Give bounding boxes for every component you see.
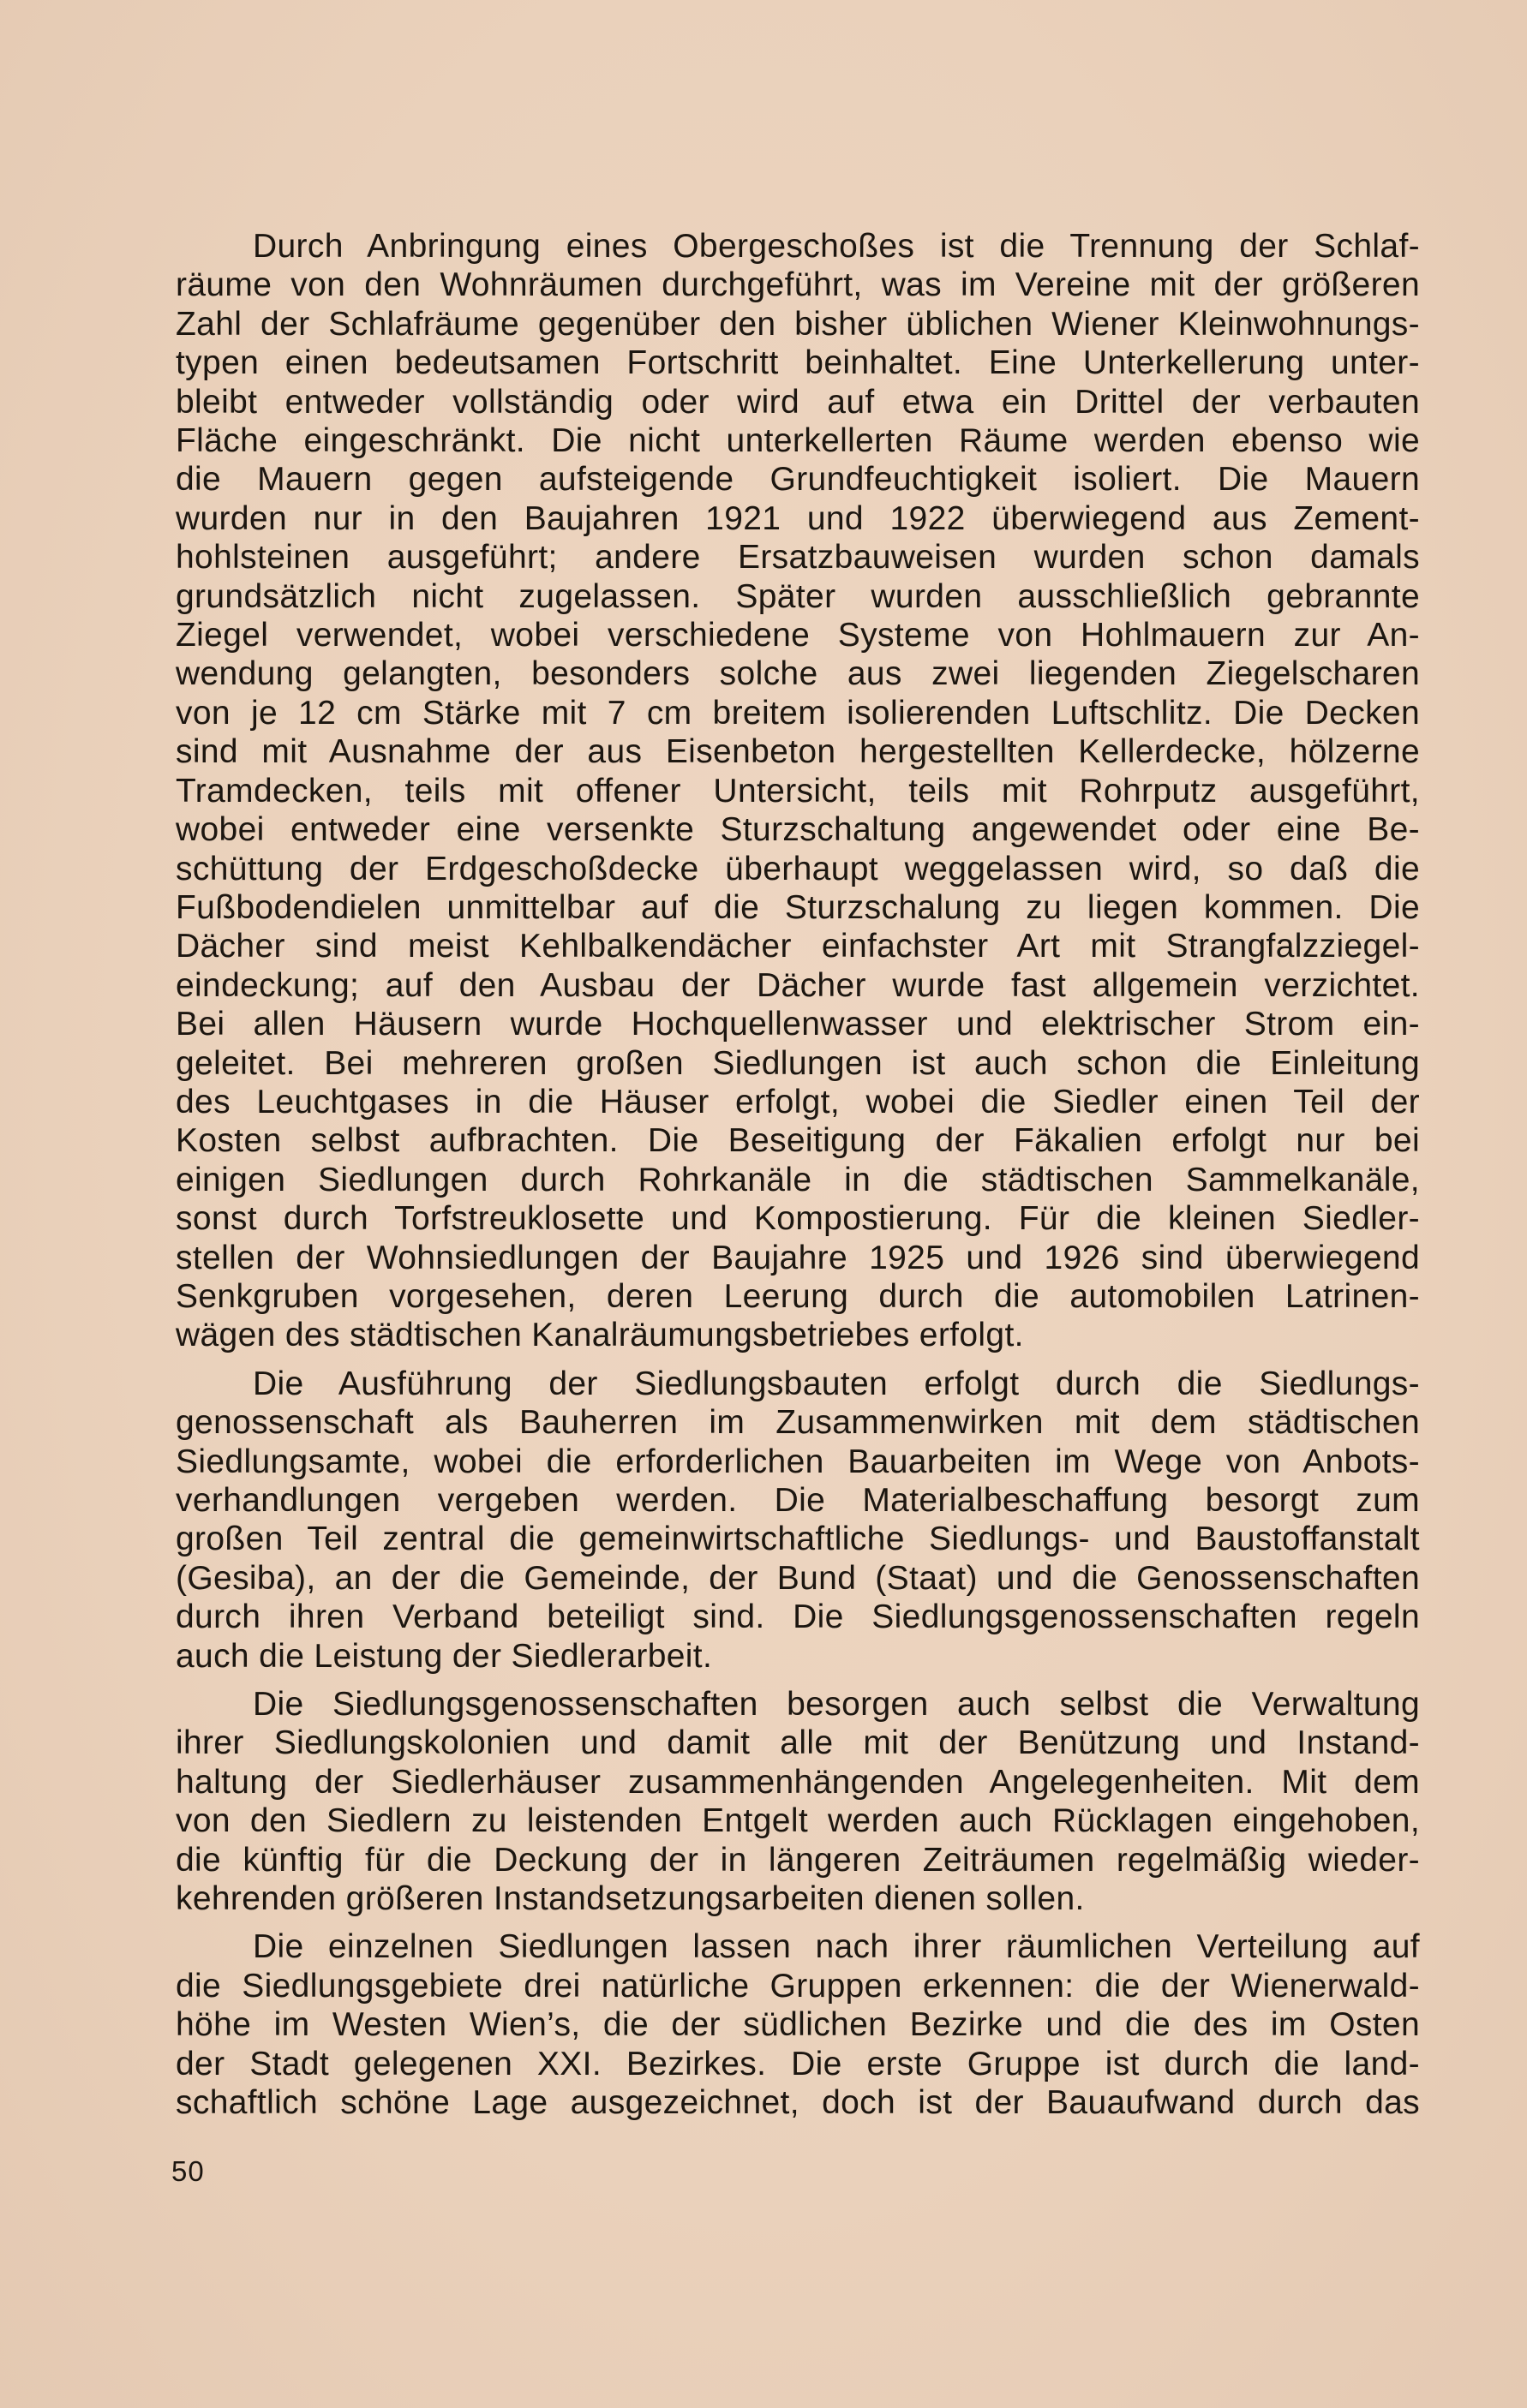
body-text [176,227,1420,2123]
text-line: stellen der Wohnsiedlungen der Baujahre 1925 und 1926 sind überwiegend [176,1239,1420,1276]
text-line: geleitet. Bei mehreren großen Siedlungen ist auch schon die Einleitung [176,1044,1420,1082]
text-line: typen einen bedeutsamen Fortschritt beinhaltet. Eine Unterkellerung unter- [176,344,1420,382]
text-line: die Mauern gegen aufsteigende Grundfeuchtigkeit isoliert. Die Mauern [176,461,1420,499]
text-line: Die Siedlungsgenossenschaften besorgen auch selbst die Verwaltung [253,1686,1420,1724]
text-line: Kosten selbst aufbrachten. Die Beseitigung der Fäkalien erfolgt nur bei [176,1122,1420,1160]
text-line: der Stadt gelegenen XXI. Bezirkes. Die erste Gruppe ist durch die land- [176,2045,1420,2082]
text-line: einigen Siedlungen durch Rohrkanäle in die städtischen Sammelkanäle, [176,1161,1420,1198]
text-line: Dächer sind meist Kehlbalkendächer einfachster Art mit Strangfalzziegel- [176,928,1420,965]
text-line: eindeckung; auf den Ausbau der Dächer wurde fast allgemein verzichtet. [176,966,1420,1004]
paragraph-1 [176,227,1420,1355]
text-line: wägen des städtischen Kanalräumungsbetriebes erfolgt. [176,1317,1024,1354]
text-line: genossenschaft als Bauherren im Zusammenwirken mit dem städtischen [176,1404,1420,1442]
paragraph-3 [176,1685,1420,1918]
text-line: Bei allen Häusern wurde Hochquellenwasser und elektrischer Strom ein- [176,1006,1420,1043]
text-line: sind mit Ausnahme der aus Eisenbeton hergestellten Kellerdecke, hölzerne [176,733,1420,771]
text-line: Die Ausführung der Siedlungsbauten erfolgt durch die Siedlungs- [253,1365,1420,1402]
text-line: die Siedlungsgebiete drei natürliche Gruppen erkennen: die der Wienerwald- [176,1967,1420,2005]
text-line: schüttung der Erdgeschoßdecke überhaupt weggelassen wird, so daß die [176,850,1420,887]
text-line: (Gesiba), an der die Gemeinde, der Bund (Staat) und die Genossenschaften [176,1559,1420,1597]
text-line: die künftig für die Deckung der in längeren Zeiträumen regelmäßig wieder- [176,1841,1420,1879]
text-line: grundsätzlich nicht zugelassen. Später wurden ausschließlich gebrannte [176,577,1420,615]
text-line: wurden nur in den Baujahren 1921 und 1922 überwiegend aus Zement- [176,499,1420,537]
text-line: ihrer Siedlungskolonien und damit alle mit der Benützung und Instand- [176,1724,1420,1762]
text-line: Tramdecken, teils mit offener Untersicht, teils mit Rohrputz ausgeführt, [176,772,1420,810]
text-line: Siedlungsamte, wobei die erforderlichen Bauarbeiten im Wege von Anbots- [176,1443,1420,1480]
text-line: Durch Anbringung eines Obergeschoßes ist die Trennung der Schlaf- [253,228,1420,265]
paragraph-4 [176,1927,1420,2122]
text-line: des Leuchtgases in die Häuser erfolgt, wobei die Siedler einen Teil der [176,1083,1420,1120]
text-line: Zahl der Schlafräume gegenüber den bisher üblichen Wiener Kleinwohnungs- [176,305,1420,343]
text-line: Fußbodendielen unmittelbar auf die Sturzschalung zu liegen kommen. Die [176,888,1420,926]
text-line: großen Teil zentral die gemeinwirtschaftliche Siedlungs- und Baustoffanstalt [176,1521,1420,1558]
page-number: 50 [171,2155,205,2187]
text-line: sonst durch Torfstreuklosette und Kompostierung. Für die kleinen Siedler- [176,1200,1420,1238]
text-line: Die einzelnen Siedlungen lassen nach ihrer räumlichen Verteilung auf [253,1928,1420,1966]
text-line: auch die Leistung der Siedlerarbeit. [176,1637,713,1675]
text-line: räume von den Wohnräumen durchgeführt, was im Vereine mit der größeren [176,266,1420,304]
text-line: Ziegel verwendet, wobei verschiedene Systeme von Hohlmauern zur An- [176,617,1420,654]
text-line: durch ihren Verband beteiligt sind. Die Siedlungsgenossenschaften regeln [176,1598,1420,1636]
text-line: von je 12 cm Stärke mit 7 cm breitem isolierenden Luftschlitz. Die Decken [176,694,1420,732]
paragraph-2 [176,1365,1420,1676]
text-line: wendung gelangten, besonders solche aus zwei liegenden Ziegelscharen [176,655,1420,693]
text-line: haltung der Siedlerhäuser zusammenhängenden Angelegenheiten. Mit dem [176,1763,1420,1801]
text-line: von den Siedlern zu leistenden Entgelt werden auch Rücklagen eingehoben, [176,1802,1420,1840]
text-line: Fläche eingeschränkt. Die nicht unterkellerten Räume werden ebenso wie [176,422,1420,460]
text-line: Senkgruben vorgesehen, deren Leerung durch die automobilen Latrinen- [176,1277,1420,1315]
text-line: hohlsteinen ausgeführt; andere Ersatzbauweisen wurden schon damals [176,539,1420,577]
text-line: schaftlich schöne Lage ausgezeichnet, doch ist der Bauaufwand durch das [176,2084,1420,2122]
text-line: bleibt entweder vollständig oder wird auf etwa ein Drittel der verbauten [176,383,1420,421]
text-line: höhe im Westen Wien’s, die der südlichen Bezirke und die des im Osten [176,2006,1420,2044]
text-line: wobei entweder eine versenkte Sturzschaltung angewendet oder eine Be- [176,811,1420,849]
text-line: kehrenden größeren Instandsetzungsarbeiten dienen sollen. [176,1880,1085,1918]
text-line: verhandlungen vergeben werden. Die Materialbeschaffung besorgt zum [176,1482,1420,1519]
